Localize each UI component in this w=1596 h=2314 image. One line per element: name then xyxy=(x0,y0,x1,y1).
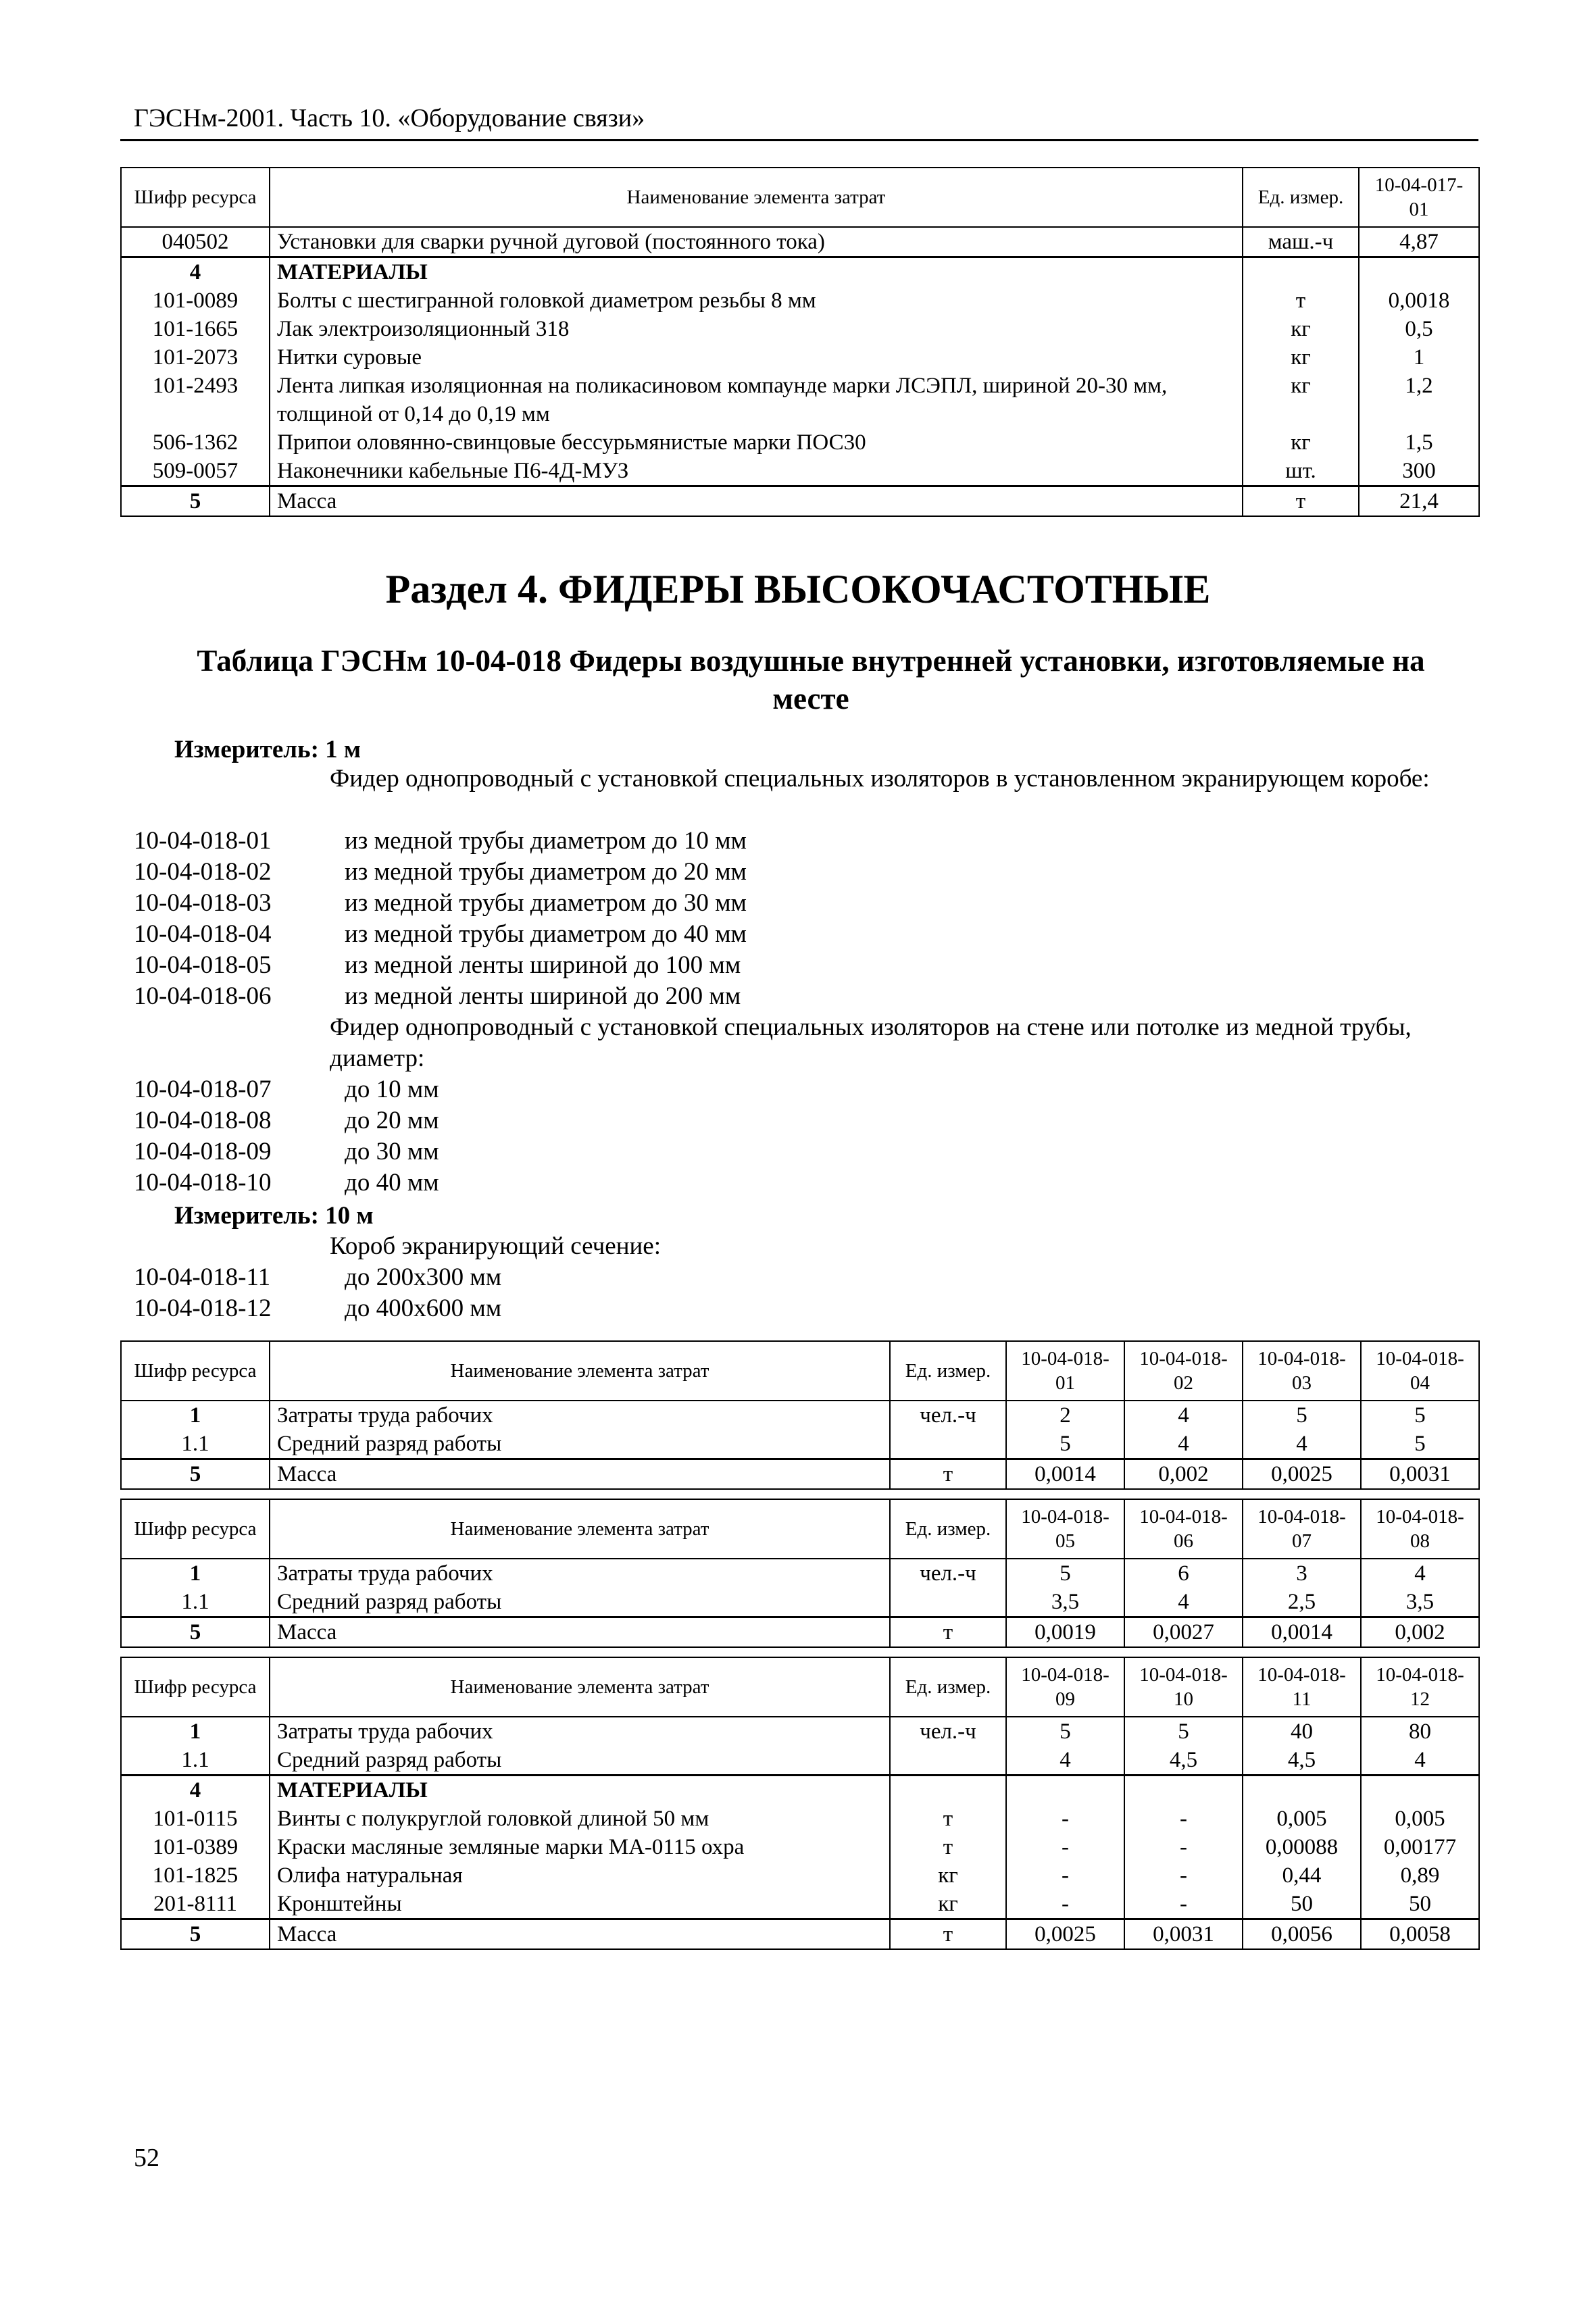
resource-value: 0,00177 xyxy=(1361,1833,1479,1861)
resource-name: Краски масляные земляные марки МА-0115 охра xyxy=(270,1833,890,1861)
resource-unit: чел.-ч xyxy=(890,1717,1006,1746)
work-code: 10-04-018-02 xyxy=(134,858,272,886)
resource-unit: кг xyxy=(1243,343,1359,372)
resource-unit xyxy=(1243,257,1359,287)
resource-name: МАТЕРИАЛЫ xyxy=(270,257,1243,287)
resource-value: 1,5 xyxy=(1359,428,1479,457)
resource-value: 0,0018 xyxy=(1359,286,1479,315)
work-code: 10-04-018-07 xyxy=(134,1076,272,1103)
work-item xyxy=(134,919,747,950)
resource-value: 5 xyxy=(1006,1559,1124,1588)
work-text: из медной трубы диаметром до 40 мм xyxy=(345,920,747,948)
resource-value: 0,0031 xyxy=(1124,1919,1243,1950)
resource-value xyxy=(1006,1776,1124,1805)
work-text: до 30 мм xyxy=(345,1138,439,1165)
resource-unit: т xyxy=(890,1459,1006,1490)
resource-value xyxy=(1361,1776,1479,1805)
resource-value: 5 xyxy=(1006,1430,1124,1459)
resource-value: 4 xyxy=(1124,1430,1243,1459)
work-item xyxy=(134,857,747,888)
table-row xyxy=(121,286,1479,315)
resource-name: Масса xyxy=(270,1919,890,1950)
resource-name: Олифа натуральная xyxy=(270,1861,890,1890)
work-item xyxy=(134,1105,439,1136)
col-value-header: 10-04-018-02 xyxy=(1124,1341,1243,1401)
table-row xyxy=(121,343,1479,372)
resource-name: Припои оловянно-свинцовые бессурьмянистые марки ПОС30 xyxy=(270,428,1243,457)
resource-code: 040502 xyxy=(121,227,270,257)
table-header-row xyxy=(121,1499,1479,1559)
resource-code: 5 xyxy=(121,486,270,517)
resource-value: 80 xyxy=(1361,1717,1479,1746)
col-value-header: 10-04-018-11 xyxy=(1243,1657,1361,1717)
work-text: из медной трубы диаметром до 30 мм xyxy=(345,889,747,917)
table-row xyxy=(121,1861,1479,1890)
resource-value: 1 xyxy=(1359,343,1479,372)
col-name-header: Наименование элемента затрат xyxy=(270,1499,890,1559)
resource-unit xyxy=(890,1776,1006,1805)
work-item xyxy=(134,1074,439,1105)
table-row xyxy=(121,1805,1479,1833)
resource-unit: кг xyxy=(1243,372,1359,428)
work-text: до 10 мм xyxy=(345,1076,439,1103)
resource-name: Лента липкая изоляционная на поликасиновом компаунде марки ЛСЭПЛ, шириной 20-30 мм, толщиной от 0,14 до 0,19 мм xyxy=(270,372,1243,428)
work-description: Короб экранирующий сечение: xyxy=(330,1232,661,1260)
resource-value: 0,002 xyxy=(1361,1617,1479,1648)
work-item xyxy=(134,981,741,1012)
resource-value: 3,5 xyxy=(1361,1588,1479,1617)
table-row xyxy=(121,1401,1479,1430)
resource-value xyxy=(1359,257,1479,287)
resource-name: МАТЕРИАЛЫ xyxy=(270,1776,890,1805)
resource-name: Установки для сварки ручной дуговой (постоянного тока) xyxy=(270,227,1243,257)
resource-value: 5 xyxy=(1006,1717,1124,1746)
resource-name: Масса xyxy=(270,1459,890,1490)
table-row xyxy=(121,428,1479,457)
resource-value: 5 xyxy=(1361,1401,1479,1430)
col-value-header: 10-04-018-12 xyxy=(1361,1657,1479,1717)
resource-code: 4 xyxy=(121,1776,270,1805)
table-row xyxy=(121,257,1479,287)
work-code: 10-04-018-08 xyxy=(134,1107,272,1134)
resource-unit: т xyxy=(890,1805,1006,1833)
resource-unit: чел.-ч xyxy=(890,1401,1006,1430)
work-item xyxy=(134,1167,439,1199)
resource-value: 0,00088 xyxy=(1243,1833,1361,1861)
table-row xyxy=(121,1617,1479,1648)
resource-code: 1.1 xyxy=(121,1746,270,1776)
resource-name: Наконечники кабельные П6-4Д-МУЗ xyxy=(270,457,1243,486)
header-rule xyxy=(120,139,1478,141)
work-item xyxy=(134,950,741,981)
resource-value: 4 xyxy=(1361,1746,1479,1776)
work-text: из медной ленты шириной до 100 мм xyxy=(345,951,741,979)
table-row xyxy=(121,1459,1479,1490)
resource-value: 3,5 xyxy=(1006,1588,1124,1617)
work-text: до 400x600 мм xyxy=(345,1294,502,1322)
resource-value: 0,89 xyxy=(1361,1861,1479,1890)
resource-name: Затраты труда рабочих xyxy=(270,1559,890,1588)
resource-code: 101-1665 xyxy=(121,315,270,343)
col-unit-header: Ед. измер. xyxy=(890,1341,1006,1401)
table-row xyxy=(121,486,1479,517)
resource-code: 506-1362 xyxy=(121,428,270,457)
resource-value: - xyxy=(1006,1890,1124,1919)
resource-value: - xyxy=(1124,1805,1243,1833)
meter-label: Измеритель: 10 м xyxy=(174,1202,374,1230)
resource-value: 2 xyxy=(1006,1401,1124,1430)
work-code: 10-04-018-03 xyxy=(134,889,272,917)
table-row xyxy=(121,372,1479,428)
resource-name: Кронштейны xyxy=(270,1890,890,1919)
resource-code: 5 xyxy=(121,1919,270,1950)
resource-name: Затраты труда рабочих xyxy=(270,1401,890,1430)
resource-value: 1,2 xyxy=(1359,372,1479,428)
resource-value: - xyxy=(1124,1890,1243,1919)
col-value-header: 10-04-018-10 xyxy=(1124,1657,1243,1717)
resource-value xyxy=(1243,1776,1361,1805)
table-row xyxy=(121,457,1479,486)
resource-unit: кг xyxy=(890,1861,1006,1890)
table-row xyxy=(121,1559,1479,1588)
work-text: до 40 мм xyxy=(345,1169,439,1197)
resource-code: 4 xyxy=(121,257,270,287)
page-header: ГЭСНм-2001. Часть 10. «Оборудование связи» xyxy=(134,104,645,132)
resource-code: 201-8111 xyxy=(121,1890,270,1919)
resource-value: 0,0014 xyxy=(1006,1459,1124,1490)
resource-value: 0,0025 xyxy=(1006,1919,1124,1950)
resource-name: Лак электроизоляционный 318 xyxy=(270,315,1243,343)
resource-code: 1.1 xyxy=(121,1430,270,1459)
resource-value: 50 xyxy=(1361,1890,1479,1919)
resource-value: 0,0025 xyxy=(1243,1459,1361,1490)
resource-value: 4 xyxy=(1124,1401,1243,1430)
resource-value: 4,87 xyxy=(1359,227,1479,257)
resource-value: - xyxy=(1006,1805,1124,1833)
work-text: до 200x300 мм xyxy=(345,1263,502,1291)
col-code-header: Шифр ресурса xyxy=(121,1499,270,1559)
table-row xyxy=(121,315,1479,343)
work-item xyxy=(134,1262,501,1293)
work-text: до 20 мм xyxy=(345,1107,439,1134)
col-code-header: Шифр ресурса xyxy=(121,168,270,227)
work-code: 10-04-018-12 xyxy=(134,1294,272,1322)
resource-code: 101-1825 xyxy=(121,1861,270,1890)
table-header-row xyxy=(121,1657,1479,1717)
resource-code: 101-2073 xyxy=(121,343,270,372)
resource-value: 5 xyxy=(1124,1717,1243,1746)
resource-unit: т xyxy=(1243,486,1359,517)
work-code: 10-04-018-10 xyxy=(134,1169,272,1197)
section-title: Раздел 4. ФИДЕРЫ ВЫСОКОЧАСТОТНЫЕ xyxy=(385,567,1211,611)
resource-value: 5 xyxy=(1361,1430,1479,1459)
resource-code: 1 xyxy=(121,1401,270,1430)
resource-code: 1 xyxy=(121,1559,270,1588)
resource-value: 4 xyxy=(1006,1746,1124,1776)
resource-unit xyxy=(890,1430,1006,1459)
resource-value: 0,0031 xyxy=(1361,1459,1479,1490)
work-description: Фидер однопроводный с установкой специальных изоляторов в установленном экранирующем коробе: xyxy=(330,765,1430,793)
table-title: Таблица ГЭСНм 10-04-018 Фидеры воздушные внутренней установки, изготовляемые на месте xyxy=(197,644,1425,715)
resource-unit xyxy=(890,1746,1006,1776)
work-code: 10-04-018-04 xyxy=(134,920,272,948)
col-value-header: 10-04-018-07 xyxy=(1243,1499,1361,1559)
resource-value: 4 xyxy=(1361,1559,1479,1588)
resource-unit: т xyxy=(1243,286,1359,315)
resource-value: 4,5 xyxy=(1124,1746,1243,1776)
work-text: из медной трубы диаметром до 10 мм xyxy=(345,827,747,855)
resource-table-018-b xyxy=(120,1499,1480,1648)
resource-unit xyxy=(890,1588,1006,1617)
resource-table-017 xyxy=(120,167,1480,517)
col-value-header: 10-04-017-01 xyxy=(1359,168,1479,227)
resource-value: 21,4 xyxy=(1359,486,1479,517)
resource-value: 0,005 xyxy=(1243,1805,1361,1833)
resource-name: Средний разряд работы xyxy=(270,1746,890,1776)
resource-code: 5 xyxy=(121,1459,270,1490)
resource-name: Нитки суровые xyxy=(270,343,1243,372)
resource-value: 300 xyxy=(1359,457,1479,486)
resource-value: 0,0056 xyxy=(1243,1919,1361,1950)
work-item xyxy=(134,888,747,919)
work-code: 10-04-018-09 xyxy=(134,1138,272,1165)
resource-unit: чел.-ч xyxy=(890,1559,1006,1588)
resource-code: 5 xyxy=(121,1617,270,1648)
resource-value: 0,5 xyxy=(1359,315,1479,343)
resource-value: 4 xyxy=(1124,1588,1243,1617)
resource-name: Масса xyxy=(270,1617,890,1648)
resource-code: 101-2493 xyxy=(121,372,270,428)
resource-code: 1 xyxy=(121,1717,270,1746)
work-code: 10-04-018-05 xyxy=(134,951,272,979)
resource-unit: т xyxy=(890,1919,1006,1950)
resource-value: 0,44 xyxy=(1243,1861,1361,1890)
resource-value: - xyxy=(1124,1833,1243,1861)
resource-value: 5 xyxy=(1243,1401,1361,1430)
resource-unit: маш.-ч xyxy=(1243,227,1359,257)
table-row xyxy=(121,1746,1479,1776)
col-unit-header: Ед. измер. xyxy=(1243,168,1359,227)
resource-value: 2,5 xyxy=(1243,1588,1361,1617)
resource-value: 0,0058 xyxy=(1361,1919,1479,1950)
col-name-header: Наименование элемента затрат xyxy=(270,1341,890,1401)
meter-label: Измеритель: 1 м xyxy=(174,736,361,763)
table-row xyxy=(121,1430,1479,1459)
resource-code: 101-0389 xyxy=(121,1833,270,1861)
resource-value: 3 xyxy=(1243,1559,1361,1588)
resource-unit: т xyxy=(890,1833,1006,1861)
table-row xyxy=(121,1890,1479,1919)
resource-value: 4 xyxy=(1243,1430,1361,1459)
col-unit-header: Ед. измер. xyxy=(890,1657,1006,1717)
resource-code: 509-0057 xyxy=(121,457,270,486)
work-text: из медной ленты шириной до 200 мм xyxy=(345,982,741,1010)
resource-value: 0,0027 xyxy=(1124,1617,1243,1648)
resource-value: 0,002 xyxy=(1124,1459,1243,1490)
resource-unit: кг xyxy=(1243,315,1359,343)
resource-name: Винты с полукруглой головкой длиной 50 мм xyxy=(270,1805,890,1833)
col-value-header: 10-04-018-05 xyxy=(1006,1499,1124,1559)
resource-code: 1.1 xyxy=(121,1588,270,1617)
col-value-header: 10-04-018-01 xyxy=(1006,1341,1124,1401)
resource-table-018-c xyxy=(120,1657,1480,1950)
resource-unit: т xyxy=(890,1617,1006,1648)
col-code-header: Шифр ресурса xyxy=(121,1657,270,1717)
col-value-header: 10-04-018-08 xyxy=(1361,1499,1479,1559)
resource-code: 101-0089 xyxy=(121,286,270,315)
work-code: 10-04-018-06 xyxy=(134,982,272,1010)
table-header-row xyxy=(121,1341,1479,1401)
resource-name: Масса xyxy=(270,486,1243,517)
resource-value: 50 xyxy=(1243,1890,1361,1919)
page-number: 52 xyxy=(134,2144,159,2172)
resource-value: - xyxy=(1006,1833,1124,1861)
work-code: 10-04-018-01 xyxy=(134,827,272,855)
col-value-header: 10-04-018-06 xyxy=(1124,1499,1243,1559)
col-value-header: 10-04-018-03 xyxy=(1243,1341,1361,1401)
resource-value: 0,0014 xyxy=(1243,1617,1361,1648)
resource-name: Затраты труда рабочих xyxy=(270,1717,890,1746)
resource-unit: кг xyxy=(1243,428,1359,457)
work-item xyxy=(134,1136,439,1167)
col-value-header: 10-04-018-04 xyxy=(1361,1341,1479,1401)
resource-value: 4,5 xyxy=(1243,1746,1361,1776)
col-code-header: Шифр ресурса xyxy=(121,1341,270,1401)
work-text: из медной трубы диаметром до 20 мм xyxy=(345,858,747,886)
table-row xyxy=(121,1717,1479,1746)
work-code: 10-04-018-11 xyxy=(134,1263,271,1291)
table-row xyxy=(121,1833,1479,1861)
table-row xyxy=(121,227,1479,257)
resource-value: 40 xyxy=(1243,1717,1361,1746)
work-item xyxy=(134,1293,501,1324)
resource-value: - xyxy=(1124,1861,1243,1890)
resource-table-018-a xyxy=(120,1340,1480,1490)
resource-code: 101-0115 xyxy=(121,1805,270,1833)
resource-name: Средний разряд работы xyxy=(270,1430,890,1459)
resource-name: Средний разряд работы xyxy=(270,1588,890,1617)
resource-value: 6 xyxy=(1124,1559,1243,1588)
work-description: Фидер однопроводный с установкой специальных изоляторов на стене или потолке из медной трубы, диаметр: xyxy=(330,1013,1412,1072)
col-value-header: 10-04-018-09 xyxy=(1006,1657,1124,1717)
table-row xyxy=(121,1588,1479,1617)
col-name-header: Наименование элемента затрат xyxy=(270,168,1243,227)
col-name-header: Наименование элемента затрат xyxy=(270,1657,890,1717)
resource-value xyxy=(1124,1776,1243,1805)
resource-unit: шт. xyxy=(1243,457,1359,486)
col-unit-header: Ед. измер. xyxy=(890,1499,1006,1559)
table-row xyxy=(121,1776,1479,1805)
resource-value: 0,0019 xyxy=(1006,1617,1124,1648)
resource-unit: кг xyxy=(890,1890,1006,1919)
work-item xyxy=(134,826,747,857)
table-header-row xyxy=(121,168,1479,227)
resource-name: Болты с шестигранной головкой диаметром резьбы 8 мм xyxy=(270,286,1243,315)
resource-value: 0,005 xyxy=(1361,1805,1479,1833)
table-row xyxy=(121,1919,1479,1950)
resource-value: - xyxy=(1006,1861,1124,1890)
